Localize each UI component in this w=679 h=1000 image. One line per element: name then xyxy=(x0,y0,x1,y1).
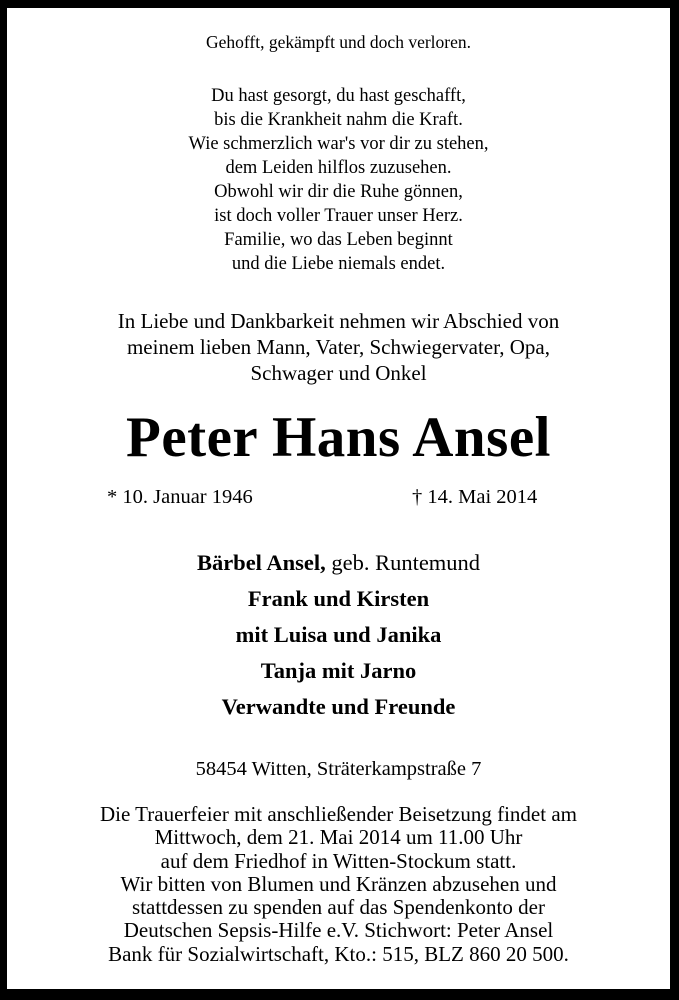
intro-line: In Liebe und Dankbarkeit nehmen wir Abschied von xyxy=(117,309,560,333)
intro-line: Schwager und Onkel xyxy=(250,361,427,385)
obituary-notice xyxy=(7,8,670,989)
info-line: Deutschen Sepsis-Hilfe e.V. Stichwort: Peter Ansel xyxy=(123,918,554,943)
info-line: stattdessen zu spenden auf das Spendenkonto der xyxy=(132,895,545,920)
funeral-info xyxy=(7,803,670,966)
maiden-name: geb. Runtemund xyxy=(325,550,481,575)
poem-line: Du hast gesorgt, du hast geschafft, xyxy=(211,86,466,106)
address: 58454 Witten, Sträterkampstraße 7 xyxy=(195,758,482,780)
info-line: Wir bitten von Blumen und Kränzen abzusehen und xyxy=(120,871,557,896)
deceased-name: Peter Hans Ansel xyxy=(126,406,551,469)
mourner-line: Tanja mit Jarno xyxy=(260,658,417,683)
intro-text xyxy=(7,308,670,386)
poem-line: Obwohl wir dir die Ruhe gönnen, xyxy=(214,182,463,202)
poem-line: Wie schmerzlich war's vor dir zu stehen, xyxy=(188,134,489,154)
info-line: Bank für Sozialwirtschaft, Kto.: 515, BLZ 860 20 500. xyxy=(108,941,569,966)
poem-line: dem Leiden hilflos zuzusehen. xyxy=(225,158,452,178)
poem-line: ist doch voller Trauer unser Herz. xyxy=(214,206,463,226)
poem-line: Familie, wo das Leben beginnt xyxy=(224,230,453,250)
poem-line: bis die Krankheit nahm die Kraft. xyxy=(214,110,463,130)
death-date: † 14. Mai 2014 xyxy=(412,486,538,508)
info-line: auf dem Friedhof in Witten-Stockum statt. xyxy=(160,848,517,873)
intro-line: meinem lieben Mann, Vater, Schwiegervater, Opa, xyxy=(126,335,551,359)
life-dates xyxy=(7,484,670,510)
mourner-line xyxy=(7,545,670,581)
birth-date: * 10. Januar 1946 xyxy=(107,486,253,508)
mourner-line: Verwandte und Freunde xyxy=(221,694,456,719)
mourner-line: Frank und Kirsten xyxy=(247,586,430,611)
poem xyxy=(7,84,670,276)
mourner-line: mit Luisa und Janika xyxy=(235,622,442,647)
motto: Gehofft, gekämpft und doch verloren. xyxy=(205,32,471,52)
mourners-list xyxy=(7,545,670,725)
poem-line: und die Liebe niemals endet. xyxy=(231,254,446,274)
info-line: Die Trauerfeier mit anschließender Beisetzung findet am xyxy=(99,802,577,826)
info-line: Mittwoch, dem 21. Mai 2014 um 11.00 Uhr xyxy=(154,825,523,850)
mourner-name: Bärbel Ansel, xyxy=(196,550,326,575)
